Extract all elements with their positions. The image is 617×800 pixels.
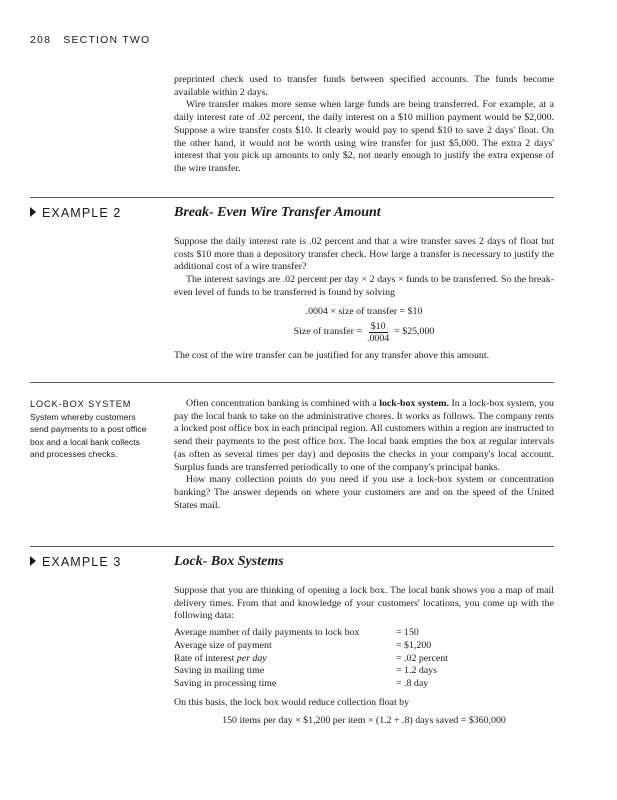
equation-rhs: = $25,000 bbox=[394, 326, 435, 338]
example-2-equation-1: .0004 × size of transfer = $10 bbox=[305, 305, 423, 317]
example-3-equation: 150 items per day × $1,200 per item × (1.2 + .8) days saved = $360,000 bbox=[222, 715, 506, 727]
example-3-paragraph-2: On this basis, the lock box would reduce collection float by bbox=[174, 696, 410, 708]
intro-paragraph-2: Wire transfer makes more sense when large funds are being transferred. For example, at a daily interest rate of .02 percent, the daily interest on a $10 million payment would be $2,000. Suppose a wire transfer costs $10. It clearly would pay to spend $10 to save 2 days' float. On the other hand, it would not be worth using wire transfer for just $5,000. The extra 2 days' interest that you pick up amounts to only $2, not nearly enough to justify the extra expense of the wire transfer. bbox=[174, 99, 554, 174]
divider bbox=[30, 197, 554, 198]
fraction-denominator: .0004 bbox=[367, 333, 390, 345]
section-title: SECTION TWO bbox=[63, 34, 151, 46]
triangle-marker-icon bbox=[30, 556, 36, 566]
data-table bbox=[174, 627, 448, 691]
example-2-body bbox=[174, 236, 554, 363]
definition-term: LOCK-BOX SYSTEM bbox=[30, 399, 132, 409]
example-2-paragraph-2: The interest savings are .02 percent per day × 2 days × funds to be transferred. So the break-even level of funds to be transferred is found by solving bbox=[174, 274, 554, 298]
triangle-marker-icon bbox=[30, 207, 36, 217]
lockbox-paragraph-2: How many collection points do you need if you use a lock-box system or concentration banking? The answer depends on where your customers are and on the speed of the United States mail. bbox=[174, 474, 554, 511]
divider bbox=[30, 382, 554, 383]
intro-text bbox=[174, 74, 554, 176]
equation-lhs: Size of transfer = bbox=[293, 326, 362, 338]
table-row: Average size of payment = $1,200 bbox=[174, 639, 432, 651]
equation-fraction bbox=[365, 321, 391, 344]
example-2-title: Break- Even Wire Transfer Amount bbox=[174, 205, 381, 220]
example-2-conclusion: The cost of the wire transfer can be justified for any transfer above this amount. bbox=[174, 350, 490, 362]
example-2-label: EXAMPLE 2 bbox=[30, 206, 121, 220]
page-number: 208 bbox=[30, 34, 52, 46]
example-2-equation-2 bbox=[174, 321, 554, 344]
example-3-body bbox=[174, 585, 554, 728]
definition-text: System whereby customers send payments to a post office box and a local bank collects and processes checks. bbox=[30, 411, 147, 460]
table-row: Average number of daily payments to lock box = 150 bbox=[174, 627, 419, 639]
intro-paragraph-1: preprinted check used to transfer funds between specified accounts. The funds become available within 2 days. bbox=[174, 74, 554, 98]
table-row: Rate of interest per day = .02 percent bbox=[174, 652, 448, 664]
divider bbox=[30, 546, 554, 547]
example-3-label: EXAMPLE 3 bbox=[30, 555, 121, 569]
example-3-title: Lock- Box Systems bbox=[174, 554, 284, 569]
fraction-numerator: $10 bbox=[370, 321, 386, 333]
lockbox-body bbox=[174, 398, 554, 512]
example-3-paragraph-1: Suppose that you are thinking of opening a lock box. The local bank shows you a map of mail delivery times. From that and knowledge of your customers' locations, you come up with the following data: bbox=[174, 585, 554, 622]
example-2-paragraph-1: Suppose the daily interest rate is .02 percent and that a wire transfer saves 2 days of float but costs $10 more than a depository transfer check. How large a transfer is necessary to justify the additional cost of a wire transfer? bbox=[174, 236, 554, 273]
table-row: Saving in processing time = .8 day bbox=[174, 677, 429, 689]
table-row: Saving in mailing time = 1.2 days bbox=[174, 665, 437, 677]
page-header bbox=[30, 34, 158, 46]
bold-term: lock-box system. bbox=[379, 398, 449, 409]
margin-definition bbox=[30, 398, 156, 461]
lockbox-paragraph-1: Often concentration banking is combined with a lock-box system. In a lock-box system, you pay the local bank to take on the administrative chores. It works as follows. The company rents a locked post office box in each principal region. All customers within a region are instructed to send their payments to the post office box. The local bank empties the box at regular intervals (as often as several times per day) and deposits the checks in your company's local account. Surplus funds are transferred periodically to one of the company's principal banks. bbox=[174, 398, 554, 473]
